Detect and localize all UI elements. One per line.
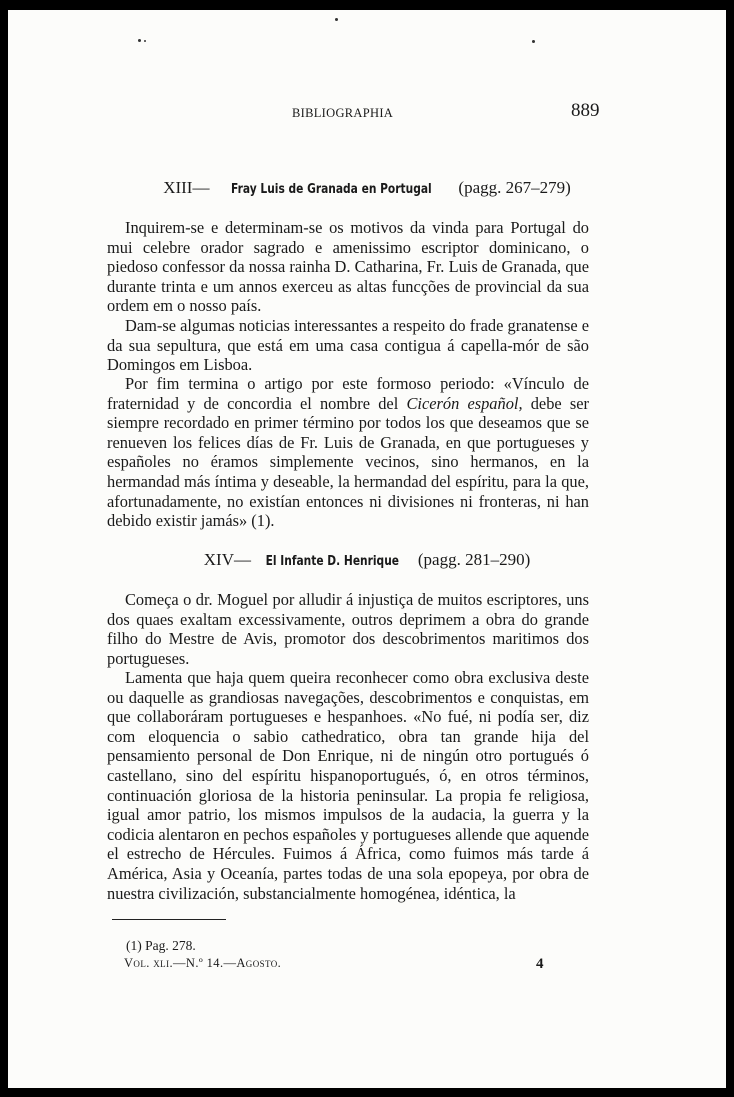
section-title-xiii bbox=[8, 178, 726, 198]
paragraph: Inquirem-se e determinam-se os motivos da vinda para Portugal do mui celebre orador sagrado e amenissimo escriptor dominicano, o piedoso confessor da nossa rainha D. Catharina, Fr. Luis de Granada, que durante trinta e um annos exerceu as altas funcções de provincial da sua ordem em o nosso país. bbox=[107, 218, 589, 316]
paragraph-text: Por fim termina o artigo por este formoso periodo: «Vínculo de fraternidad y de concordia el nombre del bbox=[107, 374, 589, 413]
paragraph: Dam-se algumas noticias interessantes a respeito do frade granatense e da sua sepultura, que está em uma casa contigua á capella-mór de são Domingos em Lisboa. bbox=[107, 316, 589, 375]
imprint-line: Vol. xli.—N.º 14.—Agosto. bbox=[124, 956, 282, 970]
section-pages: (pagg. 267–279) bbox=[458, 178, 571, 197]
page-number: 889 bbox=[571, 100, 600, 121]
section-title-xiv bbox=[8, 550, 726, 570]
running-head: BIBLIOGRAPHIA bbox=[292, 106, 394, 120]
section-number: XIII— bbox=[163, 178, 210, 197]
ink-speck bbox=[138, 39, 141, 42]
italic-phrase: Cicerón español, bbox=[406, 393, 523, 413]
section-name: El Infante D. Henrique bbox=[265, 554, 399, 569]
section-pages: (pagg. 281–290) bbox=[417, 550, 531, 569]
paragraph-text: debe ser siempre recordado en primer término por todos los que deseamos que se renueven los felices días de Fr. Luis de Granada, en que portugueses y españoles no éramos simplemente vecinos, sino hermanos, en la hermandad más íntima y deseable, la hermandad del espíritu, para la que, afortunadamente, no existían entonces ni divisiones ni fronteras, ni han debido existir jamás» (1). bbox=[107, 393, 589, 531]
signature-mark: 4 bbox=[536, 956, 544, 972]
paragraph bbox=[107, 374, 589, 531]
ink-speck bbox=[532, 40, 535, 43]
page-sheet bbox=[8, 10, 726, 1088]
footnote-rule bbox=[112, 919, 226, 920]
footnote: (1) Pag. 278. bbox=[126, 938, 196, 953]
section-number: XIV— bbox=[203, 550, 251, 569]
paragraph: Lamenta que haja quem queira reconhecer como obra exclusiva deste ou daquelle as grandiosas navegações, descobrimentos e conquistas, em que collaboráram portugueses e hespanhoes. «No fué, ni podía ser, diz com eloquencia o sabio cathedratico, obra tan grande hija del pensamiento personal de Don Enrique, ni de ningún otro portugués ó castellano, sino del espíritu hispanoportugués, ó, en otros términos, continuación gloriosa de la historia peninsular. La propia fe religiosa, igual amor patrio, los mismos impulsos de la audacia, la guerra y la codicia alentaron en pechos españoles y portugueses allende que aquende el estrecho de Hércules. Fuimos á África, como fuimos más tarde á América, Asia y Oceanía, partes todas de una sola epopeya, por obra de nuestra civilización, substancialmente homogénea, idéntica, la bbox=[107, 668, 589, 903]
ink-speck bbox=[144, 40, 146, 42]
section-name: Fray Luis de Granada en Portugal bbox=[231, 182, 433, 197]
ink-speck bbox=[335, 18, 338, 21]
paragraph: Começa o dr. Moguel por alludir á injustiça de muitos escriptores, uns dos quaes exaltam excessivamente, outros deprimem a obra do grande filho do Mestre de Avis, promotor dos descobrimentos maritimos dos portugueses. bbox=[107, 590, 589, 668]
